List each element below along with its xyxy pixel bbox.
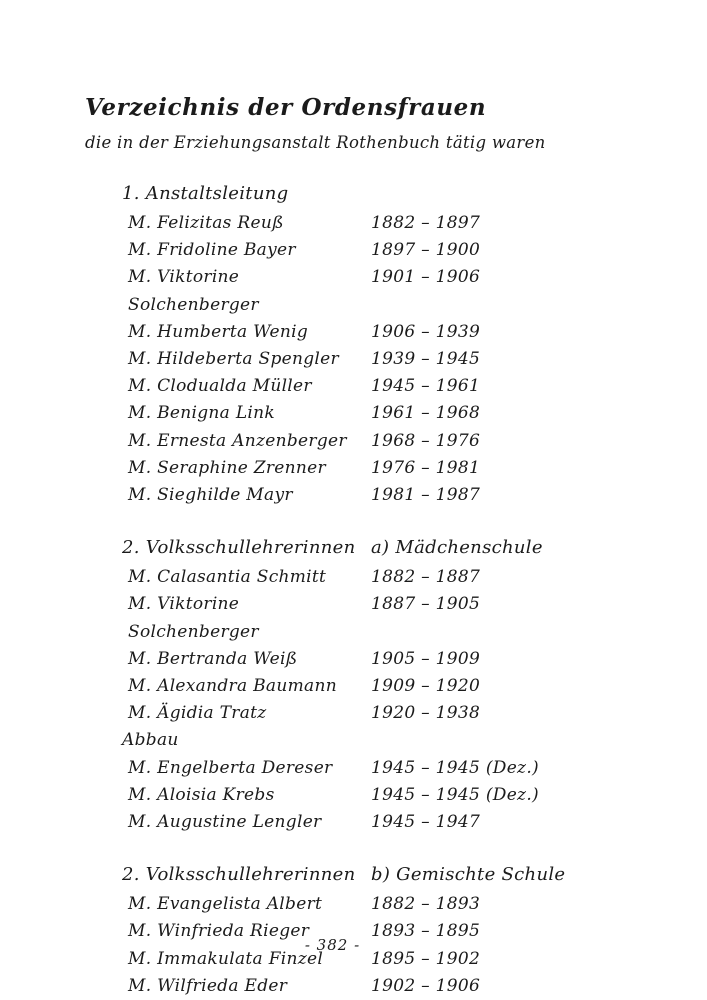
sister-name: M. Clodualda Müller <box>128 376 312 397</box>
page-title: Verzeichnis der Ordensfrauen <box>85 94 487 121</box>
sister-name: M. Seraphine Zrenner <box>128 457 326 478</box>
service-years: 1939 – 1945 <box>371 349 481 370</box>
table-row <box>122 891 622 918</box>
sister-name: M. Sieghilde Mayr <box>128 485 293 506</box>
table-row <box>122 809 622 836</box>
sister-name: M. Evangelista Albert <box>128 894 323 915</box>
sister-name: M. Felizitas Reuß <box>128 213 284 233</box>
service-years: 1882 – 1887 <box>371 567 481 588</box>
table-row <box>122 373 622 400</box>
service-years: 1920 – 1938 <box>371 703 481 724</box>
table-row <box>122 973 622 1000</box>
sister-name: M. Viktorine Solchenberger <box>128 594 259 642</box>
sister-name: M. Alexandra Baumann <box>128 676 337 697</box>
sister-name: M. Ernesta Anzenberger <box>128 430 347 451</box>
section-heading <box>122 861 622 889</box>
page-number: - 382 - <box>304 936 361 954</box>
service-years: 1905 – 1909 <box>371 648 481 669</box>
table-row <box>122 782 622 809</box>
section-heading-school: a) Mädchenschule <box>371 537 543 559</box>
service-years: 1968 – 1976 <box>371 430 481 451</box>
section-volksschullehrerinnen-b <box>122 861 622 1000</box>
table-row <box>122 700 622 727</box>
section-heading-school: b) Gemischte Schule <box>371 864 566 886</box>
service-years: 1882 – 1897 <box>371 213 481 233</box>
table-row <box>122 264 622 318</box>
sister-name: M. Winfrieda Rieger <box>128 921 310 942</box>
sister-name: M. Bertranda Weiß <box>128 648 298 669</box>
sister-name: M. Augustine Lengler <box>128 812 322 833</box>
section-heading <box>122 534 622 562</box>
table-row <box>122 428 622 455</box>
section-heading <box>122 180 622 208</box>
table-row <box>122 591 622 645</box>
service-years: 1901 – 1906 <box>371 267 481 288</box>
page-subtitle: die in der Erziehungsanstalt Rothenbuch tätig waren <box>85 133 546 152</box>
sister-name: M. Hildeberta Spengler <box>128 349 339 370</box>
directory-sections <box>122 180 622 1000</box>
table-row <box>122 482 622 509</box>
sister-name: M. Viktorine Solchenberger <box>128 267 259 315</box>
section-volksschullehrerinnen-a <box>122 534 622 836</box>
table-row <box>122 210 622 237</box>
section-anstaltsleitung <box>122 180 622 509</box>
table-row <box>122 673 622 700</box>
service-years: 1909 – 1920 <box>371 676 481 697</box>
sister-name: M. Ägidia Tratz <box>128 703 267 724</box>
service-years: 1961 – 1968 <box>371 403 481 424</box>
service-years: 1902 – 1906 <box>371 975 481 996</box>
service-years: 1945 – 1961 <box>371 376 481 397</box>
service-years: 1895 – 1902 <box>371 948 481 969</box>
sister-name: M. Immakulata Finzel <box>128 948 324 969</box>
service-years: 1887 – 1905 <box>371 594 481 615</box>
service-years: 1976 – 1981 <box>371 457 481 478</box>
service-years: 1906 – 1939 <box>371 321 481 342</box>
section-heading-label: 1. Anstaltsleitung <box>122 183 289 204</box>
service-years: 1893 – 1895 <box>371 921 481 942</box>
service-years: 1945 – 1947 <box>371 812 481 833</box>
sister-name: M. Calasantia Schmitt <box>128 567 327 588</box>
sister-name: M. Benigna Link <box>128 403 275 424</box>
sister-name: M. Aloisia Krebs <box>128 784 275 805</box>
table-row <box>122 755 622 782</box>
service-years: 1897 – 1900 <box>371 240 481 261</box>
sister-name: M. Humberta Wenig <box>128 321 309 342</box>
service-years: 1981 – 1987 <box>371 485 481 506</box>
table-row <box>122 319 622 346</box>
sister-name: M. Engelberta Dereser <box>128 757 333 778</box>
subsection-heading-abbau: Abbau <box>122 730 179 751</box>
table-row <box>122 646 622 673</box>
section-heading-label: 2. Volksschullehrerinnen <box>122 864 356 886</box>
sister-name: M. Fridoline Bayer <box>128 240 296 261</box>
table-row <box>122 237 622 264</box>
table-row <box>122 346 622 373</box>
service-years: 1945 – 1945 (Dez.) <box>371 757 539 778</box>
service-years: 1945 – 1945 (Dez.) <box>371 784 539 805</box>
table-row <box>122 564 622 591</box>
section-heading-label: 2. Volksschullehrerinnen <box>122 537 356 559</box>
sister-name: M. Wilfrieda Eder <box>128 975 288 996</box>
service-years: 1882 – 1893 <box>371 894 481 915</box>
table-row <box>122 400 622 427</box>
table-row <box>122 455 622 482</box>
